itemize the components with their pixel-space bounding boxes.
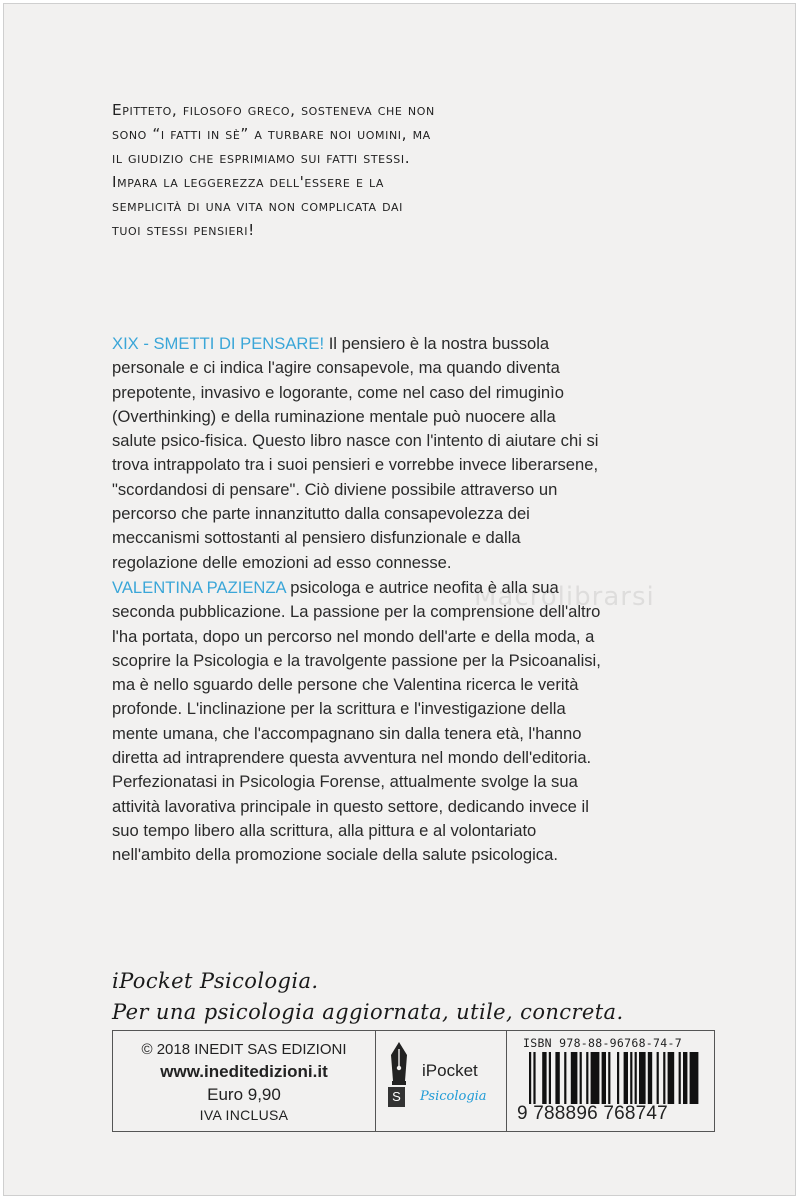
barcode-digits: 9 788896 768747 bbox=[517, 1103, 668, 1124]
quote-line: sono “i fatti in sè” a turbare noi uomini, ma bbox=[112, 125, 431, 143]
author-bio-line: attività lavorativa principale in questo settore, dedicando invece il bbox=[112, 796, 589, 816]
author-bio-text: psicologa e autrice neofita è alla sua bbox=[285, 578, 559, 597]
logo-badge: S bbox=[388, 1087, 405, 1107]
author-bio-line: ma è nello sguardo delle persone che Valentina ricerca le verità bbox=[112, 675, 579, 695]
watermark: Macrolibrarsi bbox=[474, 582, 655, 612]
quote-line: tuoi stessi pensieri! bbox=[112, 221, 255, 239]
publisher-info bbox=[113, 1031, 376, 1131]
book-description-line: "scordandosi di pensare". Ciò diviene possibile attraverso un bbox=[112, 479, 558, 499]
quote-line: semplicità di una vita non complicata dai bbox=[112, 197, 403, 215]
barcode-icon bbox=[529, 1052, 699, 1104]
book-description-line: trova intrappolato tra i suoi pensieri e vorrebbe invece liberarsene, bbox=[112, 455, 599, 475]
vat-note: IVA INCLUSA bbox=[199, 1107, 289, 1123]
author-bio-line: profonde. L'inclinazione per la scrittura e l'investigazione della bbox=[112, 699, 566, 719]
series-name: iPocket Psicologia. bbox=[112, 969, 319, 993]
author-bio-line: mente umana, che l'accompagnano sin dalla tenera età, l'hanno bbox=[112, 723, 582, 743]
book-description-line: (Overthinking) e della ruminazione mentale può nuocere alla bbox=[112, 406, 556, 426]
author-bio-line: scoprire la Psicologia e la travolgente passione per la Psicoanalisi, bbox=[112, 650, 601, 670]
isbn-text: ISBN 978-88-96768-74-7 bbox=[523, 1036, 682, 1050]
epictetus-quote bbox=[112, 98, 632, 242]
book-description-line: personale e ci indica l'agire consapevole, ma quando diventa bbox=[112, 358, 560, 378]
quote-line: Epitteto, filosofo greco, sosteneva che non bbox=[112, 101, 435, 119]
book-description-line: regolazione delle emozioni ad esso connesse. bbox=[112, 552, 452, 572]
book-description bbox=[112, 332, 712, 575]
book-description-line: prepotente, invasivo e logorante, come nel caso del rimuginìo bbox=[112, 382, 564, 402]
price: Euro 9,90 bbox=[207, 1085, 281, 1104]
logo-subtitle: Psicologia bbox=[420, 1089, 487, 1104]
barcode-area bbox=[507, 1031, 714, 1131]
quote-line: Impara la leggerezza dell'essere e la bbox=[112, 173, 385, 191]
book-description-line: percorso che parte innanzitutto dalla consapevolezza dei bbox=[112, 504, 530, 524]
ipocket-logo bbox=[376, 1031, 507, 1131]
book-description-first-line bbox=[112, 332, 712, 356]
publisher-website: www.ineditedizioni.it bbox=[160, 1062, 328, 1081]
author-bio-line: Perfezionatasi in Psicologia Forense, attualmente svolge la sua bbox=[112, 772, 578, 792]
quote-line: il giudizio che esprimiamo sui fatti stessi. bbox=[112, 149, 411, 167]
author-bio-line: diretta ad intraprendere questa avventura nel mondo dell'editoria. bbox=[112, 748, 592, 768]
author-bio-line: l'ha portata, dopo un percorso nel mondo dell'arte e della moda, a bbox=[112, 626, 595, 646]
logo-brand: iPocket bbox=[422, 1061, 478, 1080]
author-bio-line: seconda pubblicazione. La passione per la comprensione dell'altro bbox=[112, 602, 601, 622]
series-tagline bbox=[112, 966, 732, 1028]
author-bio-first-line bbox=[112, 576, 712, 600]
author-bio-line: suo tempo libero alla scrittura, alla pittura e al volontariato bbox=[112, 820, 537, 840]
book-description-line: meccanismi sottostanti al pensiero disfunzionale e dalla bbox=[112, 528, 521, 548]
fountain-pen-nib-icon bbox=[388, 1041, 410, 1087]
author-bio-line: nell'ambito della promozione sociale della salute psicologica. bbox=[112, 845, 558, 865]
copyright-text: © 2018 INEDIT SAS EDIZIONI bbox=[141, 1041, 347, 1058]
book-title-heading: XIX - SMETTI DI PENSARE! bbox=[112, 334, 325, 353]
book-description-line: salute psico-fisica. Questo libro nasce con l'intento di aiutare chi si bbox=[112, 431, 599, 451]
book-description-text: Il pensiero è la nostra bussola bbox=[324, 334, 550, 353]
back-cover bbox=[3, 3, 796, 1196]
series-slogan: Per una psicologia aggiornata, utile, concreta. bbox=[112, 1000, 624, 1024]
imprint-box bbox=[112, 1030, 715, 1132]
author-bio bbox=[112, 576, 712, 868]
author-name: VALENTINA PAZIENZA bbox=[112, 578, 286, 597]
